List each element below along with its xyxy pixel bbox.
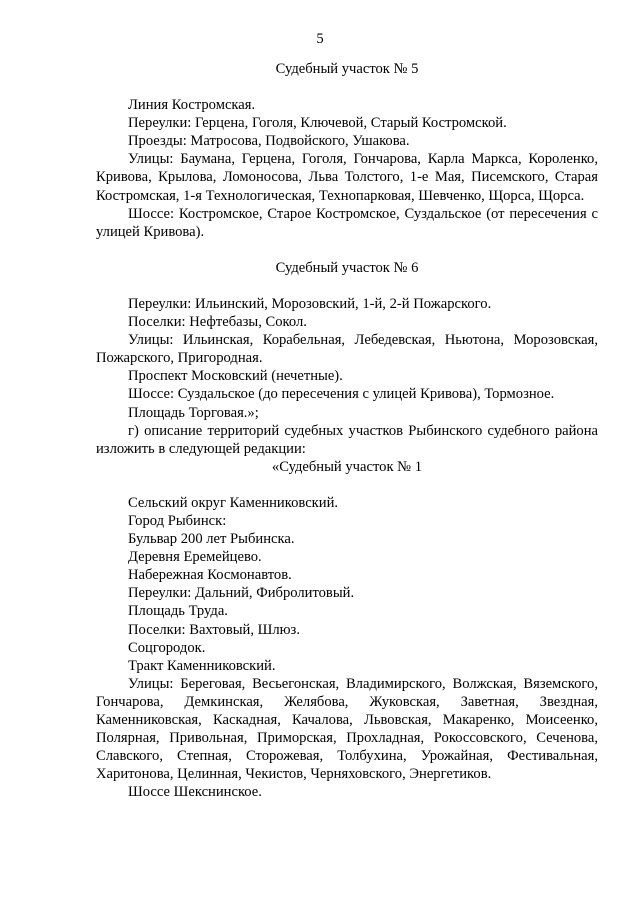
- paragraph: Деревня Еремейцево.: [128, 549, 262, 566]
- page-number: 5: [316, 31, 324, 47]
- section-heading-5: Судебный участок № 5: [275, 61, 419, 77]
- paragraph: Бульвар 200 лет Рыбинска.: [128, 531, 295, 548]
- paragraph: Улицы: Береговая, Весьегонская, Владимирского, Волжская, Вяземского, Гончарова, Демкинская, Желябова, Жуковская, Заветная, Звездная, Каменниковская, Каскадная, Качалова, Львовская, Макаренко, Моисеенко, Полярная, Привольная, Приморская, Прохладная, Рокоссовского, Сеченова, Славского, Степная, Сторожевая, Толбухина, Урожайная, Фестивальная, Харитонова, Целинная, Чекистов, Черняховского, Энергетиков.: [96, 675, 598, 783]
- section-heading-6: Судебный участок № 6: [275, 259, 419, 276]
- paragraph: Тракт Каменниковский.: [128, 657, 276, 674]
- paragraph: Шоссе Шекснинское.: [128, 784, 262, 801]
- paragraph: Город Рыбинск:: [128, 512, 227, 529]
- document-body: [96, 60, 598, 801]
- paragraph: Улицы: Ильинская, Корабельная, Лебедевская, Ньютона, Морозовская, Пожарского, Пригородная.: [96, 332, 598, 367]
- paragraph: Соцгородок.: [128, 639, 206, 656]
- paragraph: Сельский округ Каменниковский.: [128, 494, 339, 511]
- paragraph: Набережная Космонавтов.: [128, 567, 292, 584]
- paragraph: Площадь Труда.: [128, 603, 228, 620]
- paragraph: Линия Костромская.: [128, 97, 256, 114]
- paragraph: Площадь Торговая.»;: [128, 404, 259, 421]
- paragraph: Шоссе: Суздальское (до пересечения с улицей Кривова), Тормозное.: [128, 386, 555, 403]
- paragraph: Проспект Московский (нечетные).: [128, 368, 343, 385]
- paragraph: Улицы: Баумана, Герцена, Гоголя, Гончарова, Карла Маркса, Короленко, Кривова, Крылова, Ломоносова, Льва Толстого, 1-е Мая, Писемского, Старая Костромская, 1-я Технологическая, Технопарковая, Шевченко, Щорса, Щорса.: [96, 151, 598, 204]
- paragraph: Поселки: Вахтовый, Шлюз.: [128, 621, 300, 638]
- paragraph: Переулки: Герцена, Гоголя, Ключевой, Старый Костромской.: [128, 115, 507, 132]
- paragraph: Проезды: Матросова, Подвойского, Ушакова.: [128, 133, 410, 150]
- paragraph: Поселки: Нефтебазы, Сокол.: [128, 314, 307, 331]
- paragraph: Переулки: Дальний, Фибролитовый.: [128, 585, 355, 602]
- section-heading-1: «Судебный участок № 1: [271, 458, 423, 475]
- paragraph: г) описание территорий судебных участков Рыбинского судебного района изложить в следующей редакции:: [96, 422, 598, 457]
- paragraph: Переулки: Ильинский, Морозовский, 1-й, 2-й Пожарского.: [128, 295, 492, 312]
- paragraph: Шоссе: Костромское, Старое Костромское, Суздальское (от пересечения с улицей Кривова).: [96, 205, 598, 240]
